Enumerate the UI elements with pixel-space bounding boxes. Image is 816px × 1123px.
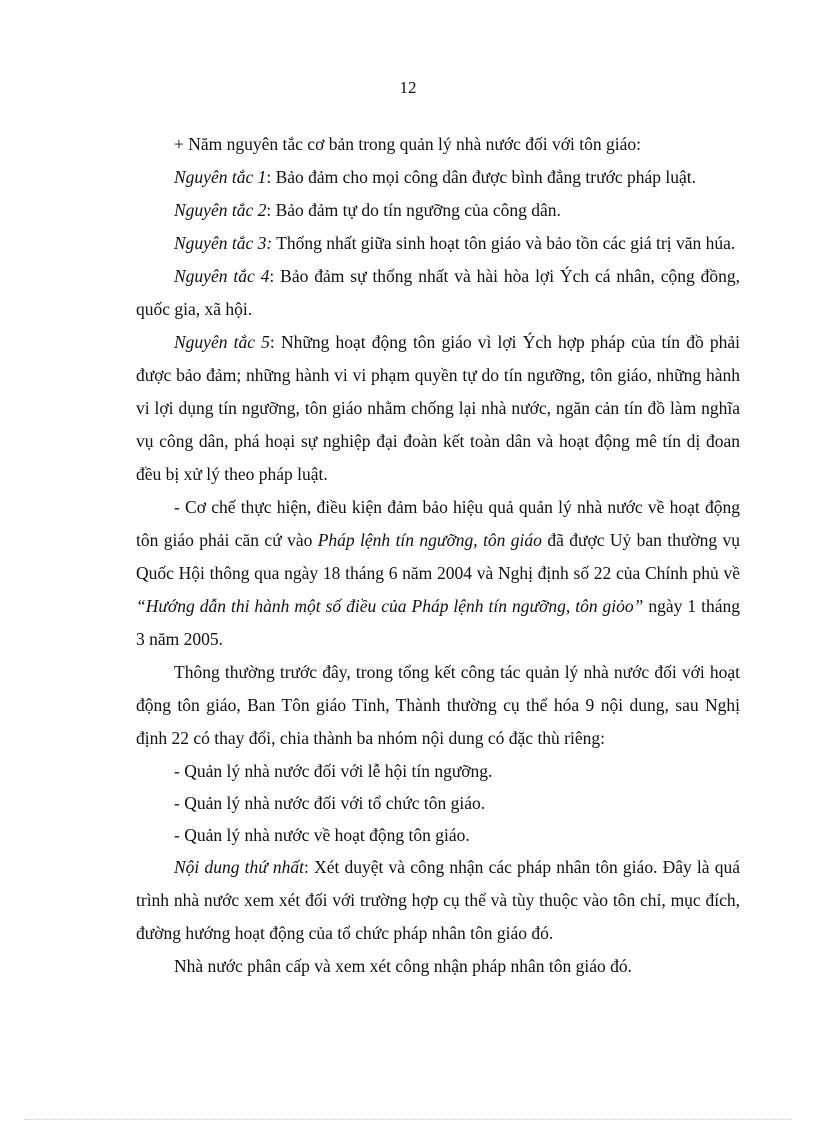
principle-2-label: Nguyên tắc 2: [174, 200, 267, 220]
mechanism-text-a: - Cơ chế thực hiện, điều kiện đảm bảo hiệu quả quản lý nhà nước về hoạt động tôn giáo phải căn cứ vào: [136, 497, 740, 550]
principle-5-label: Nguyên tắc 5: [174, 332, 270, 352]
principle-3-text: Thống nhất giữa sinh hoạt tôn giáo và bảo tồn các giá trị văn húa.: [272, 233, 736, 253]
group-item-1: - Quản lý nhà nước đối với lễ hội tín ngưỡng.: [174, 761, 493, 781]
group-item-2: - Quản lý nhà nước đối với tổ chức tôn giáo.: [174, 793, 486, 813]
document-body: [136, 128, 740, 983]
principle-3-label: Nguyên tắc 3:: [174, 233, 273, 253]
principle-4-label: Nguyên tắc 4: [174, 266, 270, 286]
ordinance-title: Pháp lệnh tín ngưỡng, tôn giáo: [317, 530, 542, 550]
principle-5-text: : Những hoạt động tôn giáo vì lợi Ých hợp pháp của tín đồ phải được bảo đảm; những hành vi vi phạm quyền tự do tín ngưỡng, tôn giáo, những hành vi lợi dụng tín ngưỡng, tôn giáo nhằm chống lại nhà nước, ngăn cản tín đồ làm nghĩa vụ công dân, phá hoại sự nghiệp đại đoàn kết toàn dân và hoạt động mê tín dị đoan đều bị xử lý theo pháp luật.: [136, 332, 740, 484]
principles-intro: + Năm nguyên tắc cơ bản trong quản lý nhà nước đối với tôn giáo:: [174, 134, 642, 154]
principle-1: [136, 161, 740, 194]
group-item-3: - Quản lý nhà nước về hoạt động tôn giáo.: [174, 825, 470, 845]
page-number: 12: [399, 78, 417, 97]
principle-1-text: : Bảo đảm cho mọi công dân được bình đẳng trước pháp luật.: [266, 167, 697, 187]
mechanism-text-e: ngày 1 tháng 3 năm 2005.: [136, 596, 740, 649]
mechanism-paragraph: [136, 491, 740, 656]
principle-3: [136, 227, 740, 260]
principle-4-text: : Bảo đảm sự thống nhất và hài hòa lợi Ých cá nhân, cộng đồng, quốc gia, xã hội.: [136, 266, 740, 319]
final-paragraph: Nhà nước phân cấp và xem xét công nhận pháp nhân tôn giáo đó.: [174, 956, 633, 976]
principle-1-label: Nguyên tắc 1: [174, 167, 267, 187]
normal-practice-paragraph: Thông thường trước đây, trong tổng kết công tác quản lý nhà nước đối với hoạt động tôn giáo, Ban Tôn giáo Tỉnh, Thành thường cụ thể hóa 9 nội dung, sau Nghị định 22 có thay đổi, chia thành ba nhóm nội dung có đặc thù riêng:: [136, 662, 740, 748]
principle-4: [136, 260, 740, 326]
first-content-paragraph: [136, 851, 740, 950]
first-content-text: : Xét duyệt và công nhận các pháp nhân tôn giáo. Đây là quá trình nhà nước xem xét đối với trường hợp cụ thể và tùy thuộc vào tôn chỉ, mục đích, đường hướng hoạt động của tổ chức pháp nhân tôn giáo đó.: [136, 857, 740, 943]
principle-5: [136, 326, 740, 491]
decree-title: “Hướng dẫn thi hành một số điều của Pháp lệnh tín ngưỡng, tôn giỏo”: [136, 596, 644, 616]
page-bottom-divider: [24, 1119, 792, 1120]
principle-2: [136, 194, 740, 227]
mechanism-text-c: đã được Uỷ ban thường vụ Quốc Hội thông qua ngày 18 tháng 6 năm 2004 và Nghị định số 22 của Chính phủ về: [136, 530, 741, 583]
principle-2-text: : Bảo đảm tự do tín ngưỡng của công dân.: [266, 200, 561, 220]
first-content-label: Nội dung thứ nhất: [174, 857, 305, 877]
